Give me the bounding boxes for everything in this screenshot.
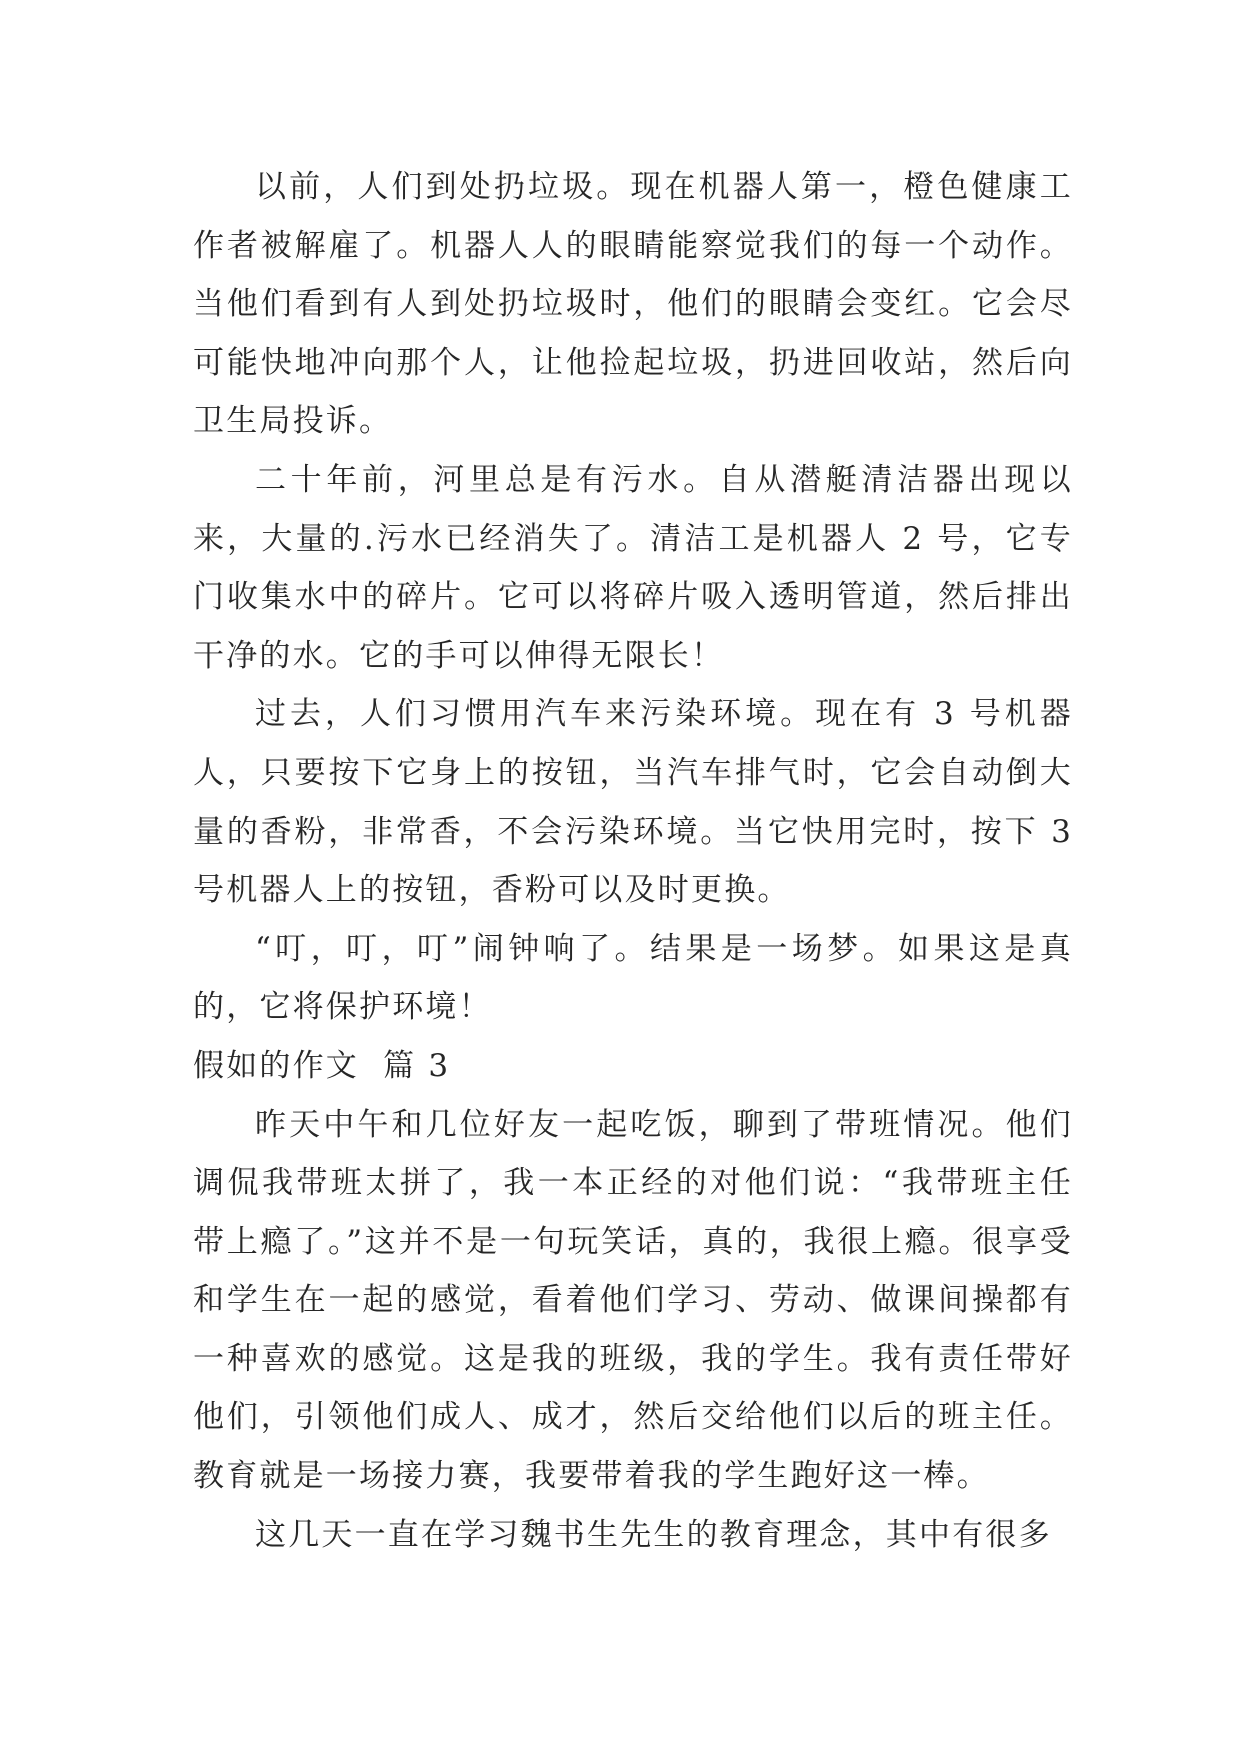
paragraph-dream-ending: “叮，叮，叮”闹钟响了。结果是一场梦。如果这是真的，它将保护环境！ xyxy=(193,930,1073,1026)
paragraph-robot-3: 过去，人们习惯用汽车来污染环境。现在有 3 号机器人，只要按下它身上的按钮，当汽车排气时，它会自动倒大量的香粉，非常香，不会污染环境。当它快用完时，按下 3 号机器人上的按钮，香粉可以及时更换。 xyxy=(193,696,1073,909)
paragraph-robot-1: 以前，人们到处扔垃圾。现在机器人第一，橙色健康工作者被解雇了。机器人人的眼睛能察觉我们的每一个动作。当他们看到有人到处扔垃圾时，他们的眼睛会变红。它会尽可能快地冲向那个人，让他捡起垃圾，扔进回收站，然后向卫生局投诉。 xyxy=(193,169,1073,440)
paragraph-robot-2: 二十年前，河里总是有污水。自从潜艇清洁器出现以来，大量的.污水已经消失了。清洁工是机器人 2 号，它专门收集水中的碎片。它可以将碎片吸入透明管道，然后排出干净的水。它的手可以伸得无限长！ xyxy=(193,461,1073,674)
section-heading: 假如的作文 篇 3 xyxy=(193,1047,451,1084)
document-body xyxy=(193,158,1073,1564)
paragraph-teacher-1: 昨天中午和几位好友一起吃饭，聊到了带班情况。他们调侃我带班太拼了，我一本正经的对他们说：“我带班主任带上瘾了。”这并不是一句玩笑话，真的，我很上瘾。很享受和学生在一起的感觉，看着他们学习、劳动、做课间操都有一种喜欢的感觉。这是我的班级，我的学生。我有责任带好他们，引领他们成人、成才，然后交给他们以后的班主任。教育就是一场接力赛，我要带着我的学生跑好这一棒。 xyxy=(193,1106,1073,1495)
paragraph-teacher-2: 这几天一直在学习魏书生先生的教育理念，其中有很多 xyxy=(255,1516,1052,1553)
